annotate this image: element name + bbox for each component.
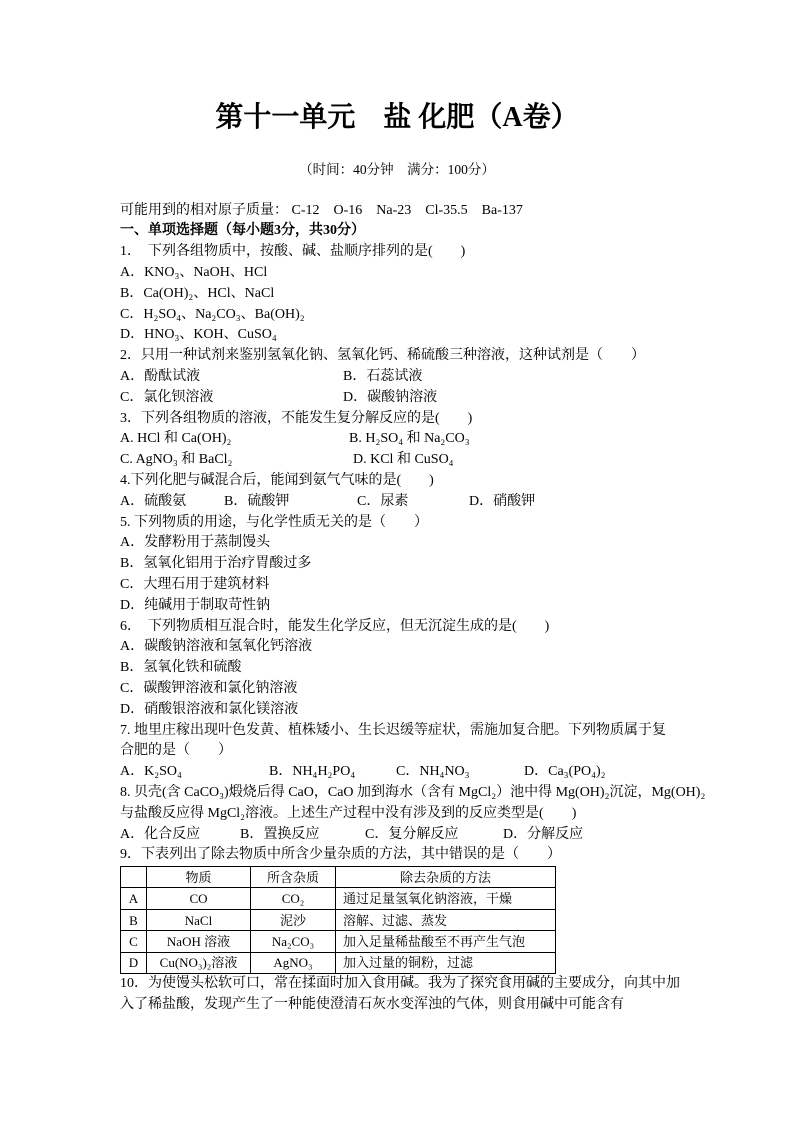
question-4	[120, 471, 760, 513]
question-3	[120, 409, 760, 471]
row-impurity: Na₂CO₃	[251, 931, 336, 952]
question-1-option-c: C．H₂SO₄、Na₂CO₃、Ba(OH)₂	[120, 306, 305, 322]
row-substance: NaCl	[147, 909, 251, 930]
question-1-stem: 1． 下列各组物质中，按酸、碱、盐顺序排列的是( )	[120, 244, 466, 260]
question-7	[120, 721, 760, 783]
question-7-stem-line-1: 7. 地里庄稼出现叶色发黄、植株矮小、生长迟缓等症状，需施加复合肥。下列物质属于复	[120, 722, 666, 738]
question-7-option-b: B．NH₄H₂PO₄	[269, 764, 356, 780]
row-method: 加入过量的铜粉，过滤	[336, 952, 556, 973]
question-5	[120, 513, 760, 617]
table-header-row	[121, 867, 556, 888]
table-row	[121, 888, 556, 909]
question-4-option-d: D．硝酸钾	[469, 493, 536, 509]
page-title: 第十一单元 盐 化肥（A卷）	[215, 102, 579, 133]
table-header-method: 除去杂质的方法	[336, 867, 556, 888]
table-header-blank-cell	[121, 867, 147, 888]
row-impurity: 泥沙	[251, 909, 336, 930]
question-5-option-d: D．纯碱用于制取苛性钠	[120, 597, 271, 613]
question-8-option-a: A．化合反应	[120, 826, 201, 842]
row-substance: CO	[147, 888, 251, 909]
question-8-options-row	[120, 825, 760, 846]
question-6	[120, 617, 760, 721]
section-heading: 一、单项选择题（每小题3分，共30分）	[120, 223, 365, 239]
question-4-options-row	[120, 492, 760, 513]
question-5-stem: 5. 下列物质的用途，与化学性质无关的是（ ）	[120, 514, 428, 530]
question-3-option-d: D. KCl 和 CuSO₄	[353, 452, 454, 468]
exam-body	[120, 201, 760, 1016]
question-8-option-b: B．置换反应	[240, 826, 320, 842]
row-substance: Cu(NO₃)₂溶液	[147, 952, 251, 973]
row-label: D	[121, 952, 147, 973]
question-5-option-a: A．发酵粉用于蒸制馒头	[120, 535, 271, 551]
question-4-option-a: A．硫酸氨	[120, 493, 187, 509]
row-label: B	[121, 909, 147, 930]
row-impurity: CO₂	[251, 888, 336, 909]
question-3-option-b: B. H₂SO₄ 和 Na₂CO₃	[349, 431, 470, 447]
question-1	[120, 242, 760, 346]
question-10-stem-line-1: 10．为使馒头松软可口，常在揉面时加入食用碱。我为了探究食用碱的主要成分，向其中加	[120, 976, 680, 992]
question-10-stem-line-2: 入了稀盐酸，发现产生了一种能使澄清石灰水变浑浊的气体，则食用碱中可能含有	[120, 996, 624, 1012]
question-8-option-d: D．分解反应	[503, 826, 584, 842]
question-6-option-d: D．硝酸银溶液和氯化镁溶液	[120, 701, 299, 717]
question-1-option-b: B．Ca(OH)₂、HCl、NaCl	[120, 285, 275, 301]
table-row	[121, 931, 556, 952]
question-8-stem-line-1: 8. 贝壳(含 CaCO₃)煅烧后得 CaO，CaO 加到海水（含有 MgCl₂）池中得 Mg(OH)₂沉淀，Mg(OH)₂	[120, 784, 706, 800]
question-1-option-d: D．HNO₃、KOH、CuSO₄	[120, 327, 277, 343]
question-5-option-b: B．氢氧化铝用于治疗胃酸过多	[120, 556, 312, 572]
question-8	[120, 783, 760, 845]
row-substance: NaOH 溶液	[147, 931, 251, 952]
question-2-options-row-2	[120, 388, 760, 409]
question-2-stem: 2．只用一种试剂来鉴别氢氧化钠、氢氧化钙、稀硫酸三种溶液，这种试剂是（ ）	[120, 348, 645, 364]
question-1-option-a: A．KNO₃、NaOH、HCl	[120, 264, 268, 280]
question-3-options-row-1	[120, 429, 760, 450]
table-row	[121, 909, 556, 930]
question-2-option-b: B．石蕊试液	[343, 368, 423, 384]
question-7-stem-line-2: 合肥的是（ ）	[120, 743, 232, 759]
question-6-option-b: B．氢氧化铁和硫酸	[120, 660, 242, 676]
question-4-stem: 4.下列化肥与碱混合后，能闻到氨气气味的是( )	[120, 472, 434, 488]
table-header-impurity: 所含杂质	[251, 867, 336, 888]
question-7-options-row	[120, 762, 760, 783]
question-2-option-c: C．氯化钡溶液	[120, 389, 214, 405]
question-6-stem: 6． 下列物质相互混合时，能发生化学反应，但无沉淀生成的是( )	[120, 618, 550, 634]
question-3-stem: 3．下列各组物质的溶液，不能发生复分解反应的是( )	[120, 410, 473, 426]
question-7-option-a: A．K₂SO₄	[120, 764, 182, 780]
question-7-option-c: C．NH₄NO₃	[396, 764, 470, 780]
question-7-option-d: D．Ca₃(PO₄)₂	[524, 764, 606, 780]
question-6-option-c: C．碳酸钾溶液和氯化钠溶液	[120, 680, 298, 696]
question-8-option-c: C．复分解反应	[365, 826, 459, 842]
question-6-option-a: A．碳酸钠溶液和氢氧化钙溶液	[120, 639, 313, 655]
question-4-option-c: C．尿素	[357, 493, 409, 509]
atomic-masses-line: 可能用到的相对原子质量： C-12 O-16 Na-23 Cl-35.5 Ba-137	[120, 202, 523, 218]
impurity-removal-table	[120, 866, 556, 974]
question-3-option-a: A. HCl 和 Ca(OH)₂	[120, 431, 232, 447]
question-2	[120, 346, 760, 408]
question-9-stem: 9．下表列出了除去物质中所含少量杂质的方法，其中错误的是（ ）	[120, 847, 561, 863]
question-8-stem-line-2: 与盐酸反应得 MgCl₂溶液。上述生产过程中没有涉及到的反应类型是( )	[120, 805, 577, 821]
question-3-option-c: C. AgNO₃ 和 BaCl₂	[120, 452, 233, 468]
row-label: C	[121, 931, 147, 952]
question-2-option-a: A．酚酞试液	[120, 368, 201, 384]
table-row	[121, 952, 556, 973]
row-method: 加入足量稀盐酸至不再产生气泡	[336, 931, 556, 952]
row-impurity: AgNO₃	[251, 952, 336, 973]
row-method: 溶解、过滤、蒸发	[336, 909, 556, 930]
question-4-option-b: B．硫酸钾	[224, 493, 290, 509]
row-method: 通过足量氢氧化钠溶液，干燥	[336, 888, 556, 909]
question-9	[120, 845, 760, 974]
question-10	[120, 974, 760, 1016]
row-label: A	[121, 888, 147, 909]
table-header-substance: 物质	[147, 867, 251, 888]
question-5-option-c: C．大理石用于建筑材料	[120, 576, 270, 592]
question-2-options-row-1	[120, 367, 760, 388]
question-3-options-row-2	[120, 450, 760, 471]
question-2-option-d: D．碳酸钠溶液	[343, 389, 438, 405]
exam-time-and-score: （时间：40分钟 满分：100分）	[299, 162, 495, 177]
